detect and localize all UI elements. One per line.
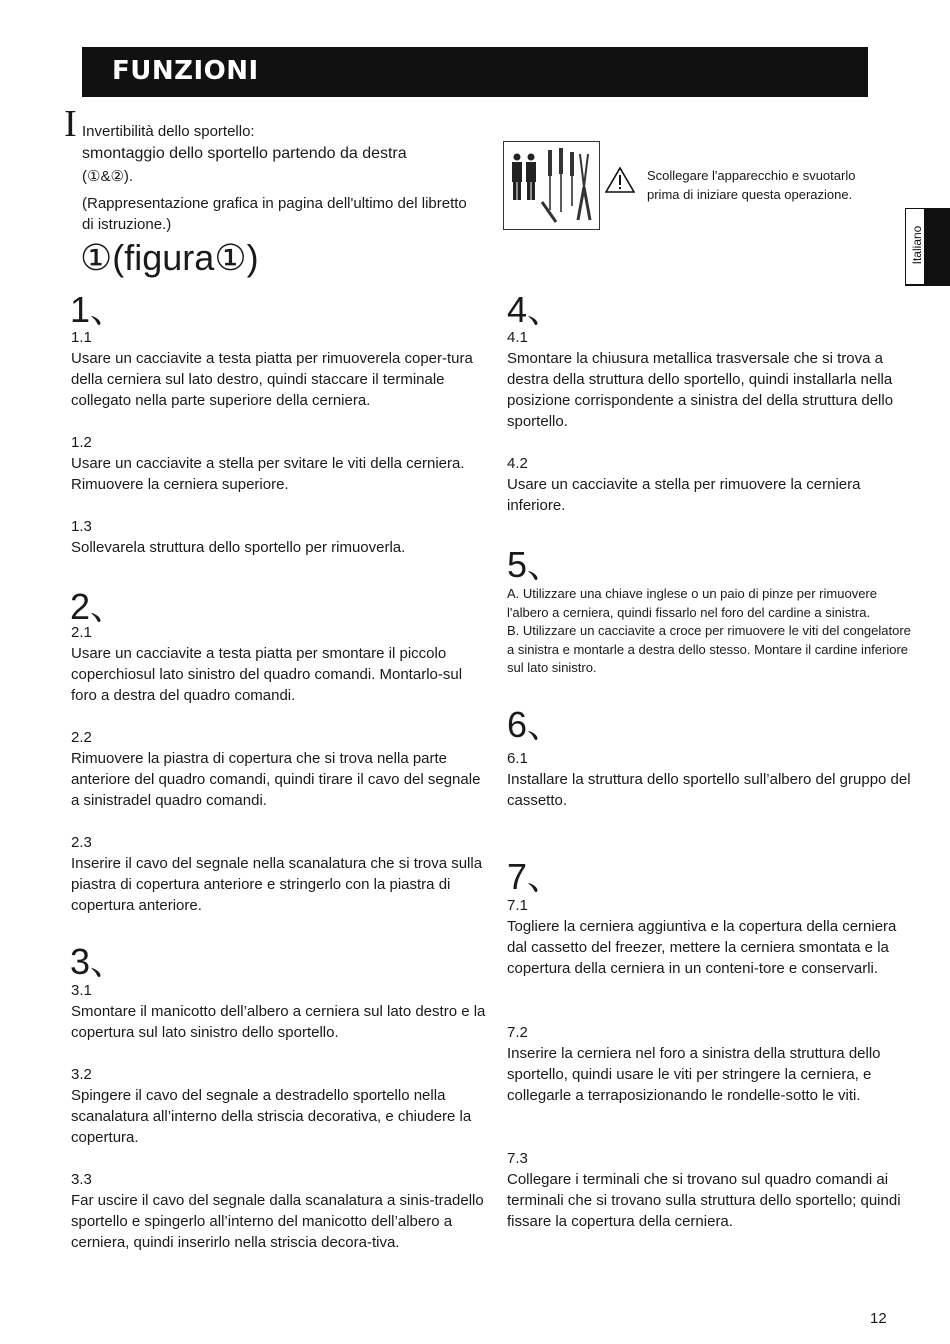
page-title: FUNZIONI bbox=[112, 56, 259, 86]
intro-note: (Rappresentazione grafica in pagina dell'ultimo del libretto di istruzione.) bbox=[82, 195, 467, 233]
step-7-3-text: Collegare i terminali che si trovano sul quadro comandi ai terminali che si trovano sulla struttura dello sportello; quindi fissare la copertura della cerniera. bbox=[507, 1171, 901, 1230]
section-6-number: 6、 bbox=[507, 704, 564, 745]
step-1-3-text: Sollevarela struttura dello sportello per rimuoverla. bbox=[71, 539, 406, 556]
warning-triangle-icon bbox=[605, 167, 635, 193]
step-3-3-text: Far uscire il cavo del segnale dalla scanalatura a sinis-tradello sportello e spingerlo all’interno del manicotto dell’albero a cerniera, quindi inserirlo nella striscia decora-tiva. bbox=[71, 1192, 484, 1251]
step-1-1-label: 1.1 bbox=[71, 329, 92, 346]
step-2-3-text: Inserire il cavo del segnale nella scanalatura che si trova sulla piastra di copertura anteriore e stringerlo con la piastra di copertura anteriore. bbox=[71, 855, 483, 914]
step-4-2-label: 4.2 bbox=[507, 455, 528, 472]
step-3-2-label: 3.2 bbox=[71, 1066, 92, 1083]
step-3-1-text: Smontare il manicotto dell’albero a cerniera sul lato destro e la copertura sul lato sinistro dello sportello. bbox=[71, 1003, 486, 1041]
intro-subheading: smontaggio dello sportello partendo da destra bbox=[82, 145, 407, 162]
step-1-2-label: 1.2 bbox=[71, 434, 92, 451]
step-6-1-label: 6.1 bbox=[507, 750, 528, 767]
warning-text: Scollegare l'apparecchio e svuotarlo prima di iniziare questa operazione. bbox=[647, 168, 856, 202]
figure-label: ①(figura①) bbox=[80, 237, 259, 278]
step-5-b-text: B. Utilizzare un cacciavite a croce per rimuovere le viti del congelatore a sinistra e montarle a destra dello stesso. Montare il cardine inferiore sul lato sinistro. bbox=[507, 623, 911, 675]
section-3-number: 3、 bbox=[70, 941, 127, 982]
step-3-1-label: 3.1 bbox=[71, 982, 92, 999]
step-1-1-text: Usare un cacciavite a testa piatta per rimuoverela coper-tura della cerniera sul lato destro, quindi staccare il terminale collegato nella parte superiore della cerniera. bbox=[71, 350, 473, 409]
intro-heading: Invertibilità dello sportello: bbox=[82, 123, 255, 140]
step-4-1-text: Smontare la chiusura metallica trasversale che si trova a destra della struttura dello sportello, quindi installarla nella posizione corrispondente a sinistra del della struttura dello sportello. bbox=[507, 350, 894, 430]
people-and-tools-icon bbox=[504, 142, 599, 229]
step-7-1-text: Togliere la cerniera aggiuntiva e la copertura della cerniera dal cassetto del freezer, mettere la cerniera smontata e la copertura della cerniera in un conteni-tore e conservarli. bbox=[507, 918, 897, 977]
intro-figure-ref: (①&②). bbox=[82, 168, 134, 185]
step-4-1-label: 4.1 bbox=[507, 329, 528, 346]
step-1-3-label: 1.3 bbox=[71, 518, 92, 535]
step-2-2-text: Rimuovere la piastra di copertura che si trova nella parte anteriore del quadro comandi, quindi tirare il cavo del segnale a sinistradel quadro comandi. bbox=[71, 750, 481, 809]
section-4-number: 4、 bbox=[507, 289, 564, 330]
step-3-3-label: 3.3 bbox=[71, 1171, 92, 1188]
step-7-2-label: 7.2 bbox=[507, 1024, 528, 1041]
step-2-2-label: 2.2 bbox=[71, 729, 92, 746]
tools-illustration bbox=[503, 141, 600, 230]
section-7-number: 7、 bbox=[507, 856, 564, 897]
step-7-1-label: 7.1 bbox=[507, 897, 528, 914]
section-1-number: 1、 bbox=[70, 289, 127, 330]
header-bar bbox=[82, 47, 868, 97]
step-6-1-text: Installare la struttura dello sportello sull’albero del gruppo del cassetto. bbox=[507, 771, 911, 809]
step-4-2-text: Usare un cacciavite a stella per rimuovere la cerniera inferiore. bbox=[507, 476, 861, 514]
step-2-1-text: Usare un cacciavite a testa piatta per smontare il piccolo coperchiosul lato sinistro del quadro comandi. Montarlo-sul foro a destra del quadro comandi. bbox=[71, 645, 463, 704]
section-roman-numeral: I bbox=[64, 103, 77, 145]
step-7-3-label: 7.3 bbox=[507, 1150, 528, 1167]
language-tab bbox=[905, 208, 950, 286]
section-5-number: 5、 bbox=[507, 544, 564, 585]
section-2-number: 2、 bbox=[70, 586, 127, 627]
step-7-2-text: Inserire la cerniera nel foro a sinistra della struttura dello sportello, quindi usare le viti per stringere la cerniera, e collegarle a terraposizionando le rondelle-sotto le viti. bbox=[507, 1045, 881, 1104]
step-2-1-label: 2.1 bbox=[71, 624, 92, 641]
language-tab-label: Italiano bbox=[910, 225, 924, 265]
step-3-2-text: Spingere il cavo del segnale a destradello sportello nella scanalatura all’interno della striscia decorativa, e chiudere la copertura. bbox=[71, 1087, 472, 1146]
step-1-2-text: Usare un cacciavite a stella per svitare le viti della cerniera. Rimuovere la cerniera superiore. bbox=[71, 455, 465, 493]
page-number: 12 bbox=[870, 1310, 887, 1327]
language-tab-box bbox=[905, 208, 925, 285]
step-5-a-text: A. Utilizzare una chiave inglese o un paio di pinze per rimuovere l'albero a cerniera, quindi fissarlo nel foro del cardine a sinistra. bbox=[507, 586, 877, 620]
step-2-3-label: 2.3 bbox=[71, 834, 92, 851]
